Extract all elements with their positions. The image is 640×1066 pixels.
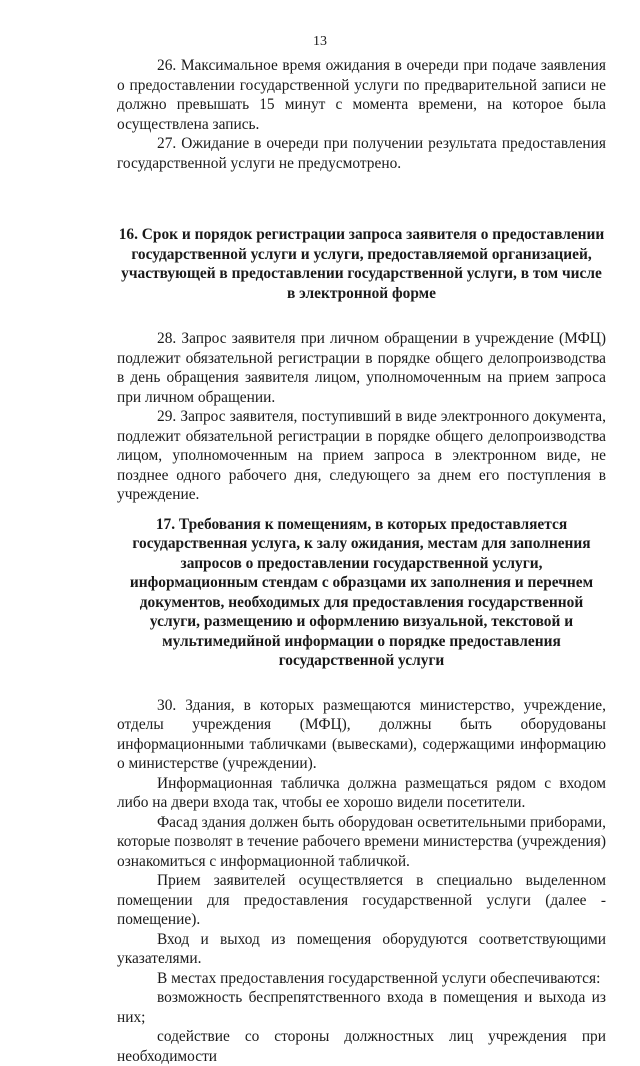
page-number: 13: [313, 34, 327, 49]
paragraph-30: 30. Здания, в которых размещаются министерство, учреждение, отделы учреждения (МФЦ), должны быть оборудованы информационными табличками (вывесками), содержащими информацию о министерстве (учреждении).: [117, 696, 606, 772]
page-content: [117, 56, 606, 1066]
paragraph-29: 29. Запрос заявителя, поступивший в виде электронного документа, подлежит обязательной регистрации в порядке общего делопроизводства лицом, уполномоченным на прием запроса в электронном виде, не позднее одного рабочего дня, следующего за днем его поступления в учреждение.: [117, 408, 606, 503]
paragraph-reception-room: Прием заявителей осуществляется в специально выделенном помещении для предоставления государственной услуги (далее - помещение).: [117, 872, 606, 928]
paragraph-entrance-signs: Вход и выход из помещения оборудуются соответствующими указателями.: [117, 930, 606, 967]
paragraph-27: 27. Ожидание в очереди при получении результата предоставления государственной услуги не предусмотрено.: [117, 135, 606, 172]
paragraph-staff-assistance: содействие со стороны должностных лиц учреждения при необходимости: [117, 1028, 606, 1065]
paragraph-26: 26. Максимальное время ожидания в очереди при подаче заявления о предоставлении государственной услуги по предварительной записи не должно превышать 15 минут с момента времени, на которое была осуществлена запись.: [117, 57, 606, 133]
section-heading-17: 17. Требования к помещениям, в которых предоставляется государственная услуга, к залу ожидания, местам для заполнения запросов о предоставлении государственной услуги, информационным стендам с образцами их заполнения и перечнем документов, необходимых для предоставления государственной услуги, размещению и оформлению визуальной, текстовой и мультимедийной информации о порядке предоставления государственной услуги: [129, 515, 594, 669]
paragraph-barrier-free-access: возможность беспрепятственного входа в помещения и выхода из них;: [117, 989, 606, 1026]
paragraph-places-provided: В местах предоставления государственной услуги обеспечиваются:: [157, 969, 601, 987]
paragraph-info-plate: Информационная табличка должна размещаться рядом с входом либо на двери входа так, чтобы ее хорошо видели посетители.: [117, 774, 606, 811]
section-heading-16: 16. Срок и порядок регистрации запроса заявителя о предоставлении государственной услуги и услуги, предоставляемой организацией, участвующей в предоставлении государственной услуги, в том числе в электронной форме: [118, 226, 605, 302]
paragraph-facade: Фасад здания должен быть оборудован осветительными приборами, которые позволят в течение рабочего времени министерства (учреждения) ознакомиться с информационной табличкой.: [117, 813, 606, 870]
paragraph-28: 28. Запрос заявителя при личном обращении в учреждение (МФЦ) подлежит обязательной регистрации в порядке общего делопроизводства в день обращения заявителя лицом, уполномоченным на прием запроса при личном обращении.: [117, 330, 606, 406]
